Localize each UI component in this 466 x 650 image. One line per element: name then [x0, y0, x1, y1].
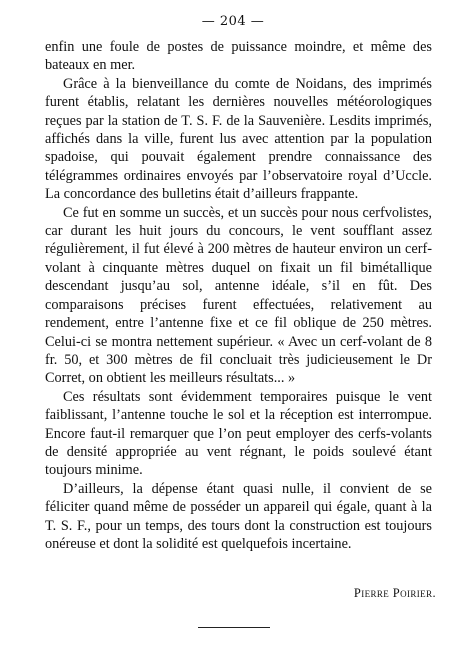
page-number: — 204 —: [201, 14, 265, 29]
body-text: [45, 38, 432, 553]
paragraph: Grâce à la bienveillance du comte de Noidans, des imprimés furent établis, relatant les dernières nouvelles météorologiques reçues par la station de T. S. F. de la Sauvenière. Lesdits imprimés, affichés dans la ville, furent lus avec attention par la population spadoise, qui pouvait également prendre connaissance des télégrammes ordinaires envoyés par l’observatoire royal d’Uccle. La concordance des bulletins était d’ailleurs frappante.: [45, 75, 432, 203]
author-signature: Pierre Poirier.: [353, 586, 436, 600]
paragraph: Ces résultats sont évidemment temporaires puisque le vent faiblissant, l’antenne touche le sol et la réception est interrompue. Encore faut-il remarquer que l’on peut employer des cerfs-volants de densité appropriée au vent régnant, le poids soulevé étant toujours minime.: [45, 388, 432, 479]
paragraph: Ce fut en somme un succès, et un succès pour nous cerfvolistes, car durant les huit jours du concours, le vent soufflant assez régulièrement, il fut élevé à 200 mètres de hauteur environ un cerf-volant à cinquante mètres duquel on fixait un fil bimétallique descendant jusqu’au sol, antenne idéale, s’il en fût. Des comparaisons précises furent effectuées, relativement au rendement, entre l’antenne fixe et ce fil oblique de 250 mètres. Celui-ci se montra nettement supérieur. « Avec un cerf-volant de 8 fr. 50, et 300 mètres de fil concluait très judicieusement le Dr Corret, on obtient les meilleurs résultats... »: [45, 204, 432, 387]
paragraph: enfin une foule de postes de puissance moindre, et même des bateaux en mer.: [45, 39, 432, 74]
paragraph: D’ailleurs, la dépense étant quasi nulle, il convient de se féliciter quand même de posséder un appareil qui égale, quant à la T. S. F., pour un temps, des tours dont la construction est toujours onéreuse et dont la solidité est quelquefois incertaine.: [45, 480, 432, 552]
closing-rule: [198, 627, 270, 628]
